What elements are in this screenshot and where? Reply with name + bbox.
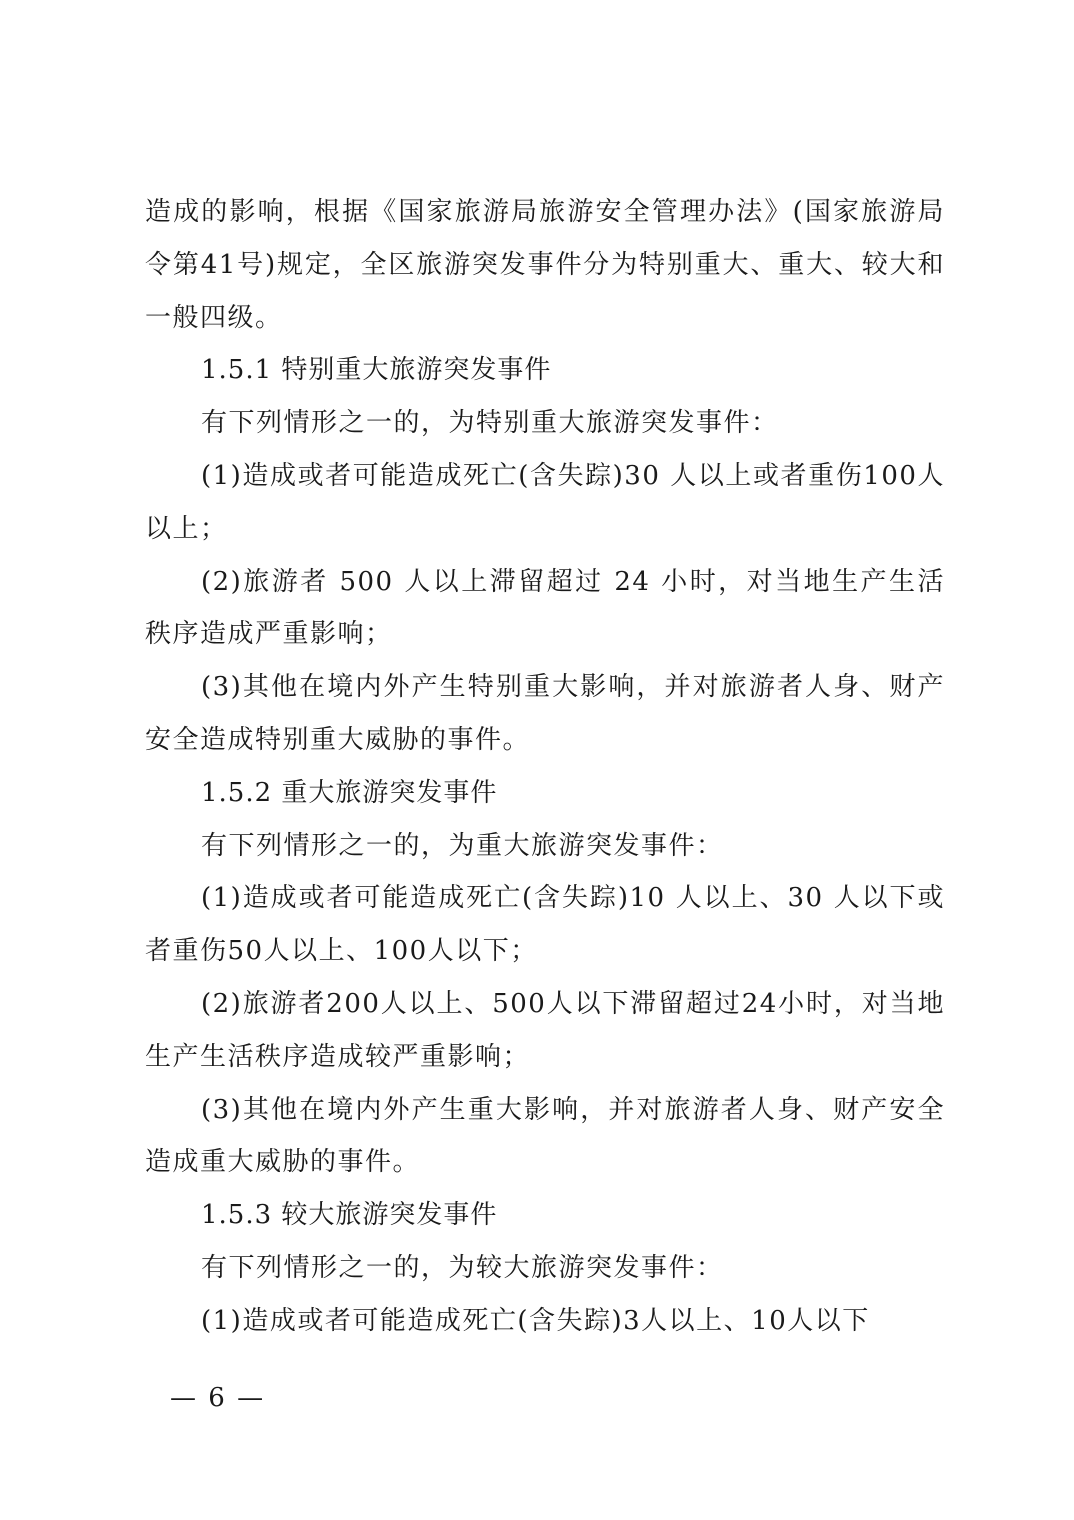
section-heading-1-5-3: 1.5.3 较大旅游突发事件 xyxy=(201,1200,498,1231)
paragraph-criteria-intro: 有下列情形之一的，为较大旅游突发事件： xyxy=(201,1252,724,1283)
section-heading-1-5-1: 1.5.1 特别重大旅游突发事件 xyxy=(201,355,552,386)
paragraph-classification-intro: 造成的影响，根据《国家旅游局旅游安全管理办法》(国家旅游局令第41号)规定，全区旅游突发事件分为特别重大、重大、较大和一般四级。 xyxy=(145,197,945,333)
page-number: — 6 — xyxy=(170,1383,266,1413)
paragraph-item-2: (2)旅游者 500 人以上滞留超过 24 小时，对当地生产生活秩序造成严重影响； xyxy=(145,566,945,650)
paragraph-item-1: (1)造成或者可能造成死亡(含失踪)10 人以上、30 人以下或者重伤50人以上、100人以下； xyxy=(145,883,945,967)
paragraph-item-3: (3)其他在境内外产生重大影响，并对旅游者人身、财产安全造成重大威胁的事件。 xyxy=(145,1094,945,1178)
paragraph-item-1: (1)造成或者可能造成死亡(含失踪)30 人以上或者重伤100人以上； xyxy=(145,460,945,544)
paragraph-criteria-intro: 有下列情形之一的，为特别重大旅游突发事件： xyxy=(201,408,779,439)
document-body xyxy=(145,186,945,1348)
paragraph-item-2: (2)旅游者200人以上、500人以下滞留超过24小时，对当地生产生活秩序造成较严重影响； xyxy=(145,988,945,1072)
paragraph-criteria-intro: 有下列情形之一的，为重大旅游突发事件： xyxy=(201,830,724,861)
section-heading-1-5-2: 1.5.2 重大旅游突发事件 xyxy=(201,777,498,808)
paragraph-item-1: (1)造成或者可能造成死亡(含失踪)3人以上、10人以下 xyxy=(201,1305,870,1336)
paragraph-item-3: (3)其他在境内外产生特别重大影响，并对旅游者人身、财产安全造成特别重大威胁的事件。 xyxy=(145,672,945,755)
